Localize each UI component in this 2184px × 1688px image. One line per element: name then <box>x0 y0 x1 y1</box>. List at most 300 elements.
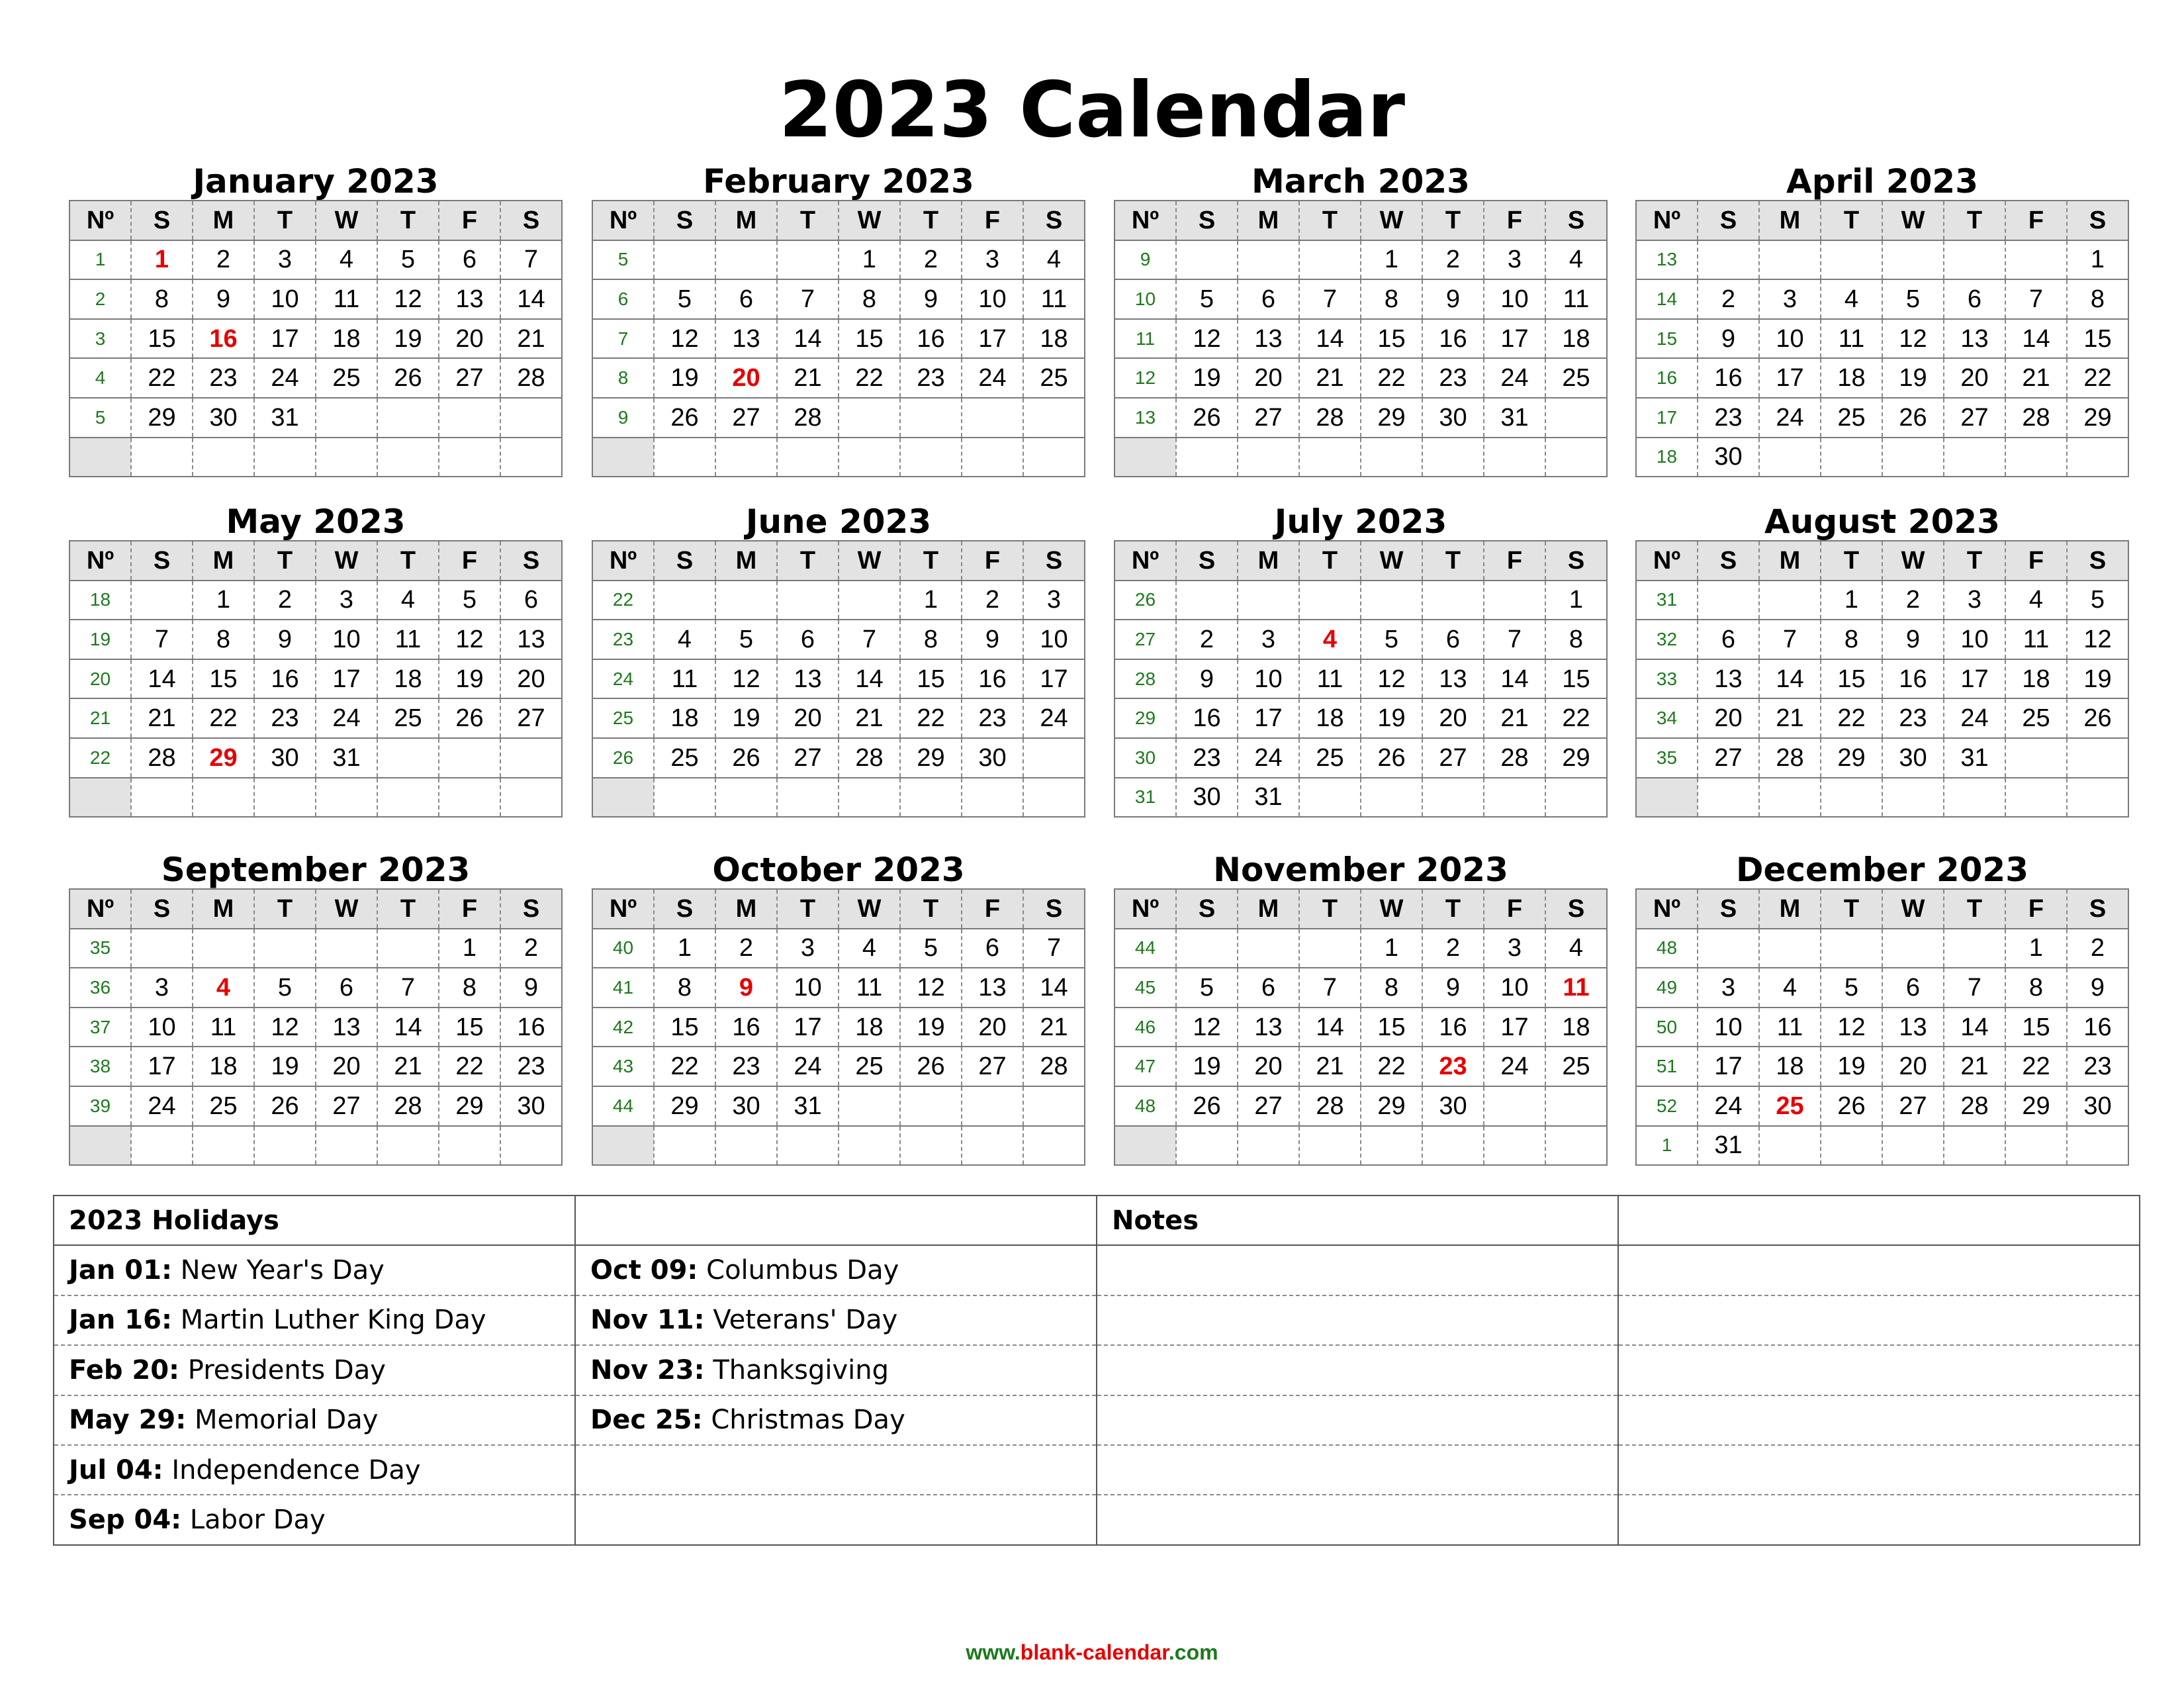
day-cell[interactable]: 11 <box>193 1008 254 1047</box>
day-cell[interactable]: 12 <box>900 968 962 1008</box>
holiday-day-cell[interactable]: 4 <box>193 968 254 1008</box>
day-cell[interactable] <box>777 778 839 818</box>
day-cell[interactable]: 28 <box>500 358 562 398</box>
day-cell[interactable]: 19 <box>2067 659 2128 699</box>
day-cell[interactable] <box>777 1126 839 1166</box>
day-cell[interactable] <box>1821 240 1882 280</box>
day-cell[interactable] <box>1944 778 2005 818</box>
day-cell[interactable]: 15 <box>1821 659 1882 699</box>
day-cell[interactable]: 21 <box>1299 1047 1361 1086</box>
day-cell[interactable]: 10 <box>777 968 839 1008</box>
day-cell[interactable] <box>1361 778 1422 818</box>
day-cell[interactable] <box>777 240 839 280</box>
notes-cell[interactable] <box>1618 1395 2140 1445</box>
day-cell[interactable]: 10 <box>254 279 316 319</box>
day-cell[interactable] <box>777 581 839 620</box>
day-cell[interactable]: 7 <box>500 240 562 280</box>
day-cell[interactable]: 9 <box>2067 968 2128 1008</box>
day-cell[interactable] <box>1545 438 1607 477</box>
day-cell[interactable]: 8 <box>439 968 500 1008</box>
day-cell[interactable]: 12 <box>1176 1008 1238 1047</box>
day-cell[interactable]: 12 <box>1821 1008 1882 1047</box>
day-cell[interactable] <box>654 581 715 620</box>
day-cell[interactable] <box>962 438 1023 477</box>
day-cell[interactable] <box>715 240 777 280</box>
day-cell[interactable]: 6 <box>316 968 377 1008</box>
day-cell[interactable]: 20 <box>1422 698 1484 738</box>
day-cell[interactable] <box>316 1126 377 1166</box>
day-cell[interactable] <box>1238 1126 1299 1166</box>
day-cell[interactable]: 2 <box>1698 279 1759 319</box>
day-cell[interactable]: 11 <box>1545 279 1607 319</box>
day-cell[interactable]: 1 <box>2005 929 2067 968</box>
day-cell[interactable] <box>715 778 777 818</box>
day-cell[interactable]: 13 <box>316 1008 377 1047</box>
day-cell[interactable]: 17 <box>1759 358 1821 398</box>
day-cell[interactable] <box>1176 438 1238 477</box>
day-cell[interactable]: 10 <box>1484 968 1545 1008</box>
day-cell[interactable]: 13 <box>715 319 777 359</box>
day-cell[interactable]: 13 <box>1238 1008 1299 1047</box>
day-cell[interactable]: 23 <box>962 698 1023 738</box>
day-cell[interactable] <box>1422 581 1484 620</box>
day-cell[interactable] <box>193 1126 254 1166</box>
day-cell[interactable] <box>900 1126 962 1166</box>
day-cell[interactable]: 4 <box>316 240 377 280</box>
day-cell[interactable]: 4 <box>839 929 900 968</box>
day-cell[interactable]: 15 <box>654 1008 715 1047</box>
day-cell[interactable]: 30 <box>500 1086 562 1126</box>
day-cell[interactable] <box>1238 929 1299 968</box>
day-cell[interactable]: 6 <box>1944 279 2005 319</box>
day-cell[interactable] <box>1759 929 1821 968</box>
day-cell[interactable]: 27 <box>1882 1086 1944 1126</box>
day-cell[interactable]: 3 <box>1944 581 2005 620</box>
day-cell[interactable]: 25 <box>1299 738 1361 778</box>
day-cell[interactable]: 7 <box>2005 279 2067 319</box>
day-cell[interactable]: 4 <box>1821 279 1882 319</box>
day-cell[interactable] <box>193 929 254 968</box>
day-cell[interactable]: 29 <box>1821 738 1882 778</box>
day-cell[interactable]: 25 <box>316 358 377 398</box>
day-cell[interactable]: 11 <box>377 620 439 659</box>
day-cell[interactable]: 28 <box>1299 1086 1361 1126</box>
day-cell[interactable]: 24 <box>1484 358 1545 398</box>
holiday-day-cell[interactable]: 16 <box>193 319 254 359</box>
day-cell[interactable] <box>1882 929 1944 968</box>
day-cell[interactable]: 10 <box>131 1008 193 1047</box>
day-cell[interactable] <box>131 581 193 620</box>
day-cell[interactable]: 25 <box>1023 358 1085 398</box>
day-cell[interactable]: 15 <box>1545 659 1607 699</box>
day-cell[interactable]: 27 <box>1238 398 1299 438</box>
day-cell[interactable]: 19 <box>715 698 777 738</box>
day-cell[interactable]: 27 <box>962 1047 1023 1086</box>
day-cell[interactable]: 21 <box>1944 1047 2005 1086</box>
day-cell[interactable]: 10 <box>1759 319 1821 359</box>
day-cell[interactable]: 5 <box>1361 620 1422 659</box>
day-cell[interactable]: 18 <box>654 698 715 738</box>
day-cell[interactable]: 17 <box>1484 1008 1545 1047</box>
day-cell[interactable]: 28 <box>131 738 193 778</box>
day-cell[interactable]: 9 <box>1698 319 1759 359</box>
day-cell[interactable] <box>1944 1126 2005 1166</box>
day-cell[interactable]: 19 <box>1821 1047 1882 1086</box>
day-cell[interactable]: 6 <box>1882 968 1944 1008</box>
day-cell[interactable]: 25 <box>1545 358 1607 398</box>
day-cell[interactable]: 21 <box>2005 358 2067 398</box>
day-cell[interactable]: 6 <box>1422 620 1484 659</box>
day-cell[interactable] <box>1545 398 1607 438</box>
day-cell[interactable]: 15 <box>2067 319 2128 359</box>
day-cell[interactable]: 7 <box>131 620 193 659</box>
day-cell[interactable]: 2 <box>1176 620 1238 659</box>
day-cell[interactable] <box>1299 929 1361 968</box>
day-cell[interactable]: 19 <box>1176 1047 1238 1086</box>
day-cell[interactable]: 27 <box>1238 1086 1299 1126</box>
day-cell[interactable]: 20 <box>1238 358 1299 398</box>
day-cell[interactable] <box>900 438 962 477</box>
day-cell[interactable]: 26 <box>1882 398 1944 438</box>
day-cell[interactable] <box>439 738 500 778</box>
day-cell[interactable]: 15 <box>1361 319 1422 359</box>
day-cell[interactable] <box>962 778 1023 818</box>
day-cell[interactable] <box>316 778 377 818</box>
day-cell[interactable] <box>1759 438 1821 477</box>
day-cell[interactable] <box>1023 1086 1085 1126</box>
day-cell[interactable]: 11 <box>316 279 377 319</box>
day-cell[interactable]: 12 <box>1361 659 1422 699</box>
day-cell[interactable]: 7 <box>1023 929 1085 968</box>
day-cell[interactable]: 16 <box>2067 1008 2128 1047</box>
day-cell[interactable]: 5 <box>439 581 500 620</box>
day-cell[interactable]: 18 <box>1299 698 1361 738</box>
day-cell[interactable]: 11 <box>654 659 715 699</box>
day-cell[interactable]: 23 <box>1882 698 1944 738</box>
day-cell[interactable]: 18 <box>1821 358 1882 398</box>
day-cell[interactable]: 13 <box>962 968 1023 1008</box>
day-cell[interactable]: 19 <box>1176 358 1238 398</box>
day-cell[interactable] <box>1484 581 1545 620</box>
day-cell[interactable]: 25 <box>1545 1047 1607 1086</box>
day-cell[interactable] <box>1484 1086 1545 1126</box>
day-cell[interactable] <box>715 581 777 620</box>
day-cell[interactable]: 7 <box>1299 279 1361 319</box>
day-cell[interactable]: 21 <box>131 698 193 738</box>
day-cell[interactable]: 12 <box>254 1008 316 1047</box>
day-cell[interactable]: 15 <box>839 319 900 359</box>
day-cell[interactable]: 16 <box>715 1008 777 1047</box>
day-cell[interactable] <box>1023 398 1085 438</box>
day-cell[interactable] <box>1023 438 1085 477</box>
day-cell[interactable]: 9 <box>1882 620 1944 659</box>
day-cell[interactable] <box>500 438 562 477</box>
day-cell[interactable]: 15 <box>439 1008 500 1047</box>
day-cell[interactable]: 21 <box>1759 698 1821 738</box>
day-cell[interactable]: 1 <box>1361 240 1422 280</box>
day-cell[interactable]: 6 <box>777 620 839 659</box>
day-cell[interactable]: 17 <box>131 1047 193 1086</box>
day-cell[interactable] <box>1361 581 1422 620</box>
day-cell[interactable]: 7 <box>1299 968 1361 1008</box>
day-cell[interactable]: 10 <box>1023 620 1085 659</box>
day-cell[interactable] <box>1299 438 1361 477</box>
day-cell[interactable]: 3 <box>131 968 193 1008</box>
day-cell[interactable] <box>654 438 715 477</box>
day-cell[interactable]: 22 <box>2067 358 2128 398</box>
day-cell[interactable]: 2 <box>254 581 316 620</box>
day-cell[interactable]: 13 <box>1238 319 1299 359</box>
day-cell[interactable]: 24 <box>1238 738 1299 778</box>
day-cell[interactable]: 22 <box>1361 358 1422 398</box>
day-cell[interactable]: 25 <box>193 1086 254 1126</box>
day-cell[interactable]: 28 <box>839 738 900 778</box>
day-cell[interactable]: 31 <box>777 1086 839 1126</box>
notes-cell[interactable] <box>1618 1295 2140 1345</box>
day-cell[interactable]: 9 <box>900 279 962 319</box>
notes-cell[interactable] <box>1097 1495 1618 1544</box>
day-cell[interactable]: 18 <box>1545 1008 1607 1047</box>
day-cell[interactable] <box>1759 240 1821 280</box>
day-cell[interactable]: 24 <box>254 358 316 398</box>
day-cell[interactable]: 2 <box>715 929 777 968</box>
day-cell[interactable]: 25 <box>1821 398 1882 438</box>
day-cell[interactable]: 19 <box>377 319 439 359</box>
day-cell[interactable]: 16 <box>962 659 1023 699</box>
day-cell[interactable]: 26 <box>254 1086 316 1126</box>
day-cell[interactable]: 2 <box>900 240 962 280</box>
day-cell[interactable]: 21 <box>377 1047 439 1086</box>
day-cell[interactable]: 23 <box>500 1047 562 1086</box>
day-cell[interactable] <box>715 438 777 477</box>
day-cell[interactable]: 5 <box>900 929 962 968</box>
day-cell[interactable] <box>1944 240 2005 280</box>
day-cell[interactable]: 24 <box>1484 1047 1545 1086</box>
notes-cell[interactable] <box>1618 1345 2140 1395</box>
day-cell[interactable]: 8 <box>2005 968 2067 1008</box>
day-cell[interactable]: 22 <box>131 358 193 398</box>
day-cell[interactable]: 26 <box>2067 698 2128 738</box>
day-cell[interactable] <box>1238 581 1299 620</box>
day-cell[interactable]: 22 <box>439 1047 500 1086</box>
day-cell[interactable]: 10 <box>1238 659 1299 699</box>
day-cell[interactable] <box>1698 929 1759 968</box>
day-cell[interactable]: 25 <box>2005 698 2067 738</box>
day-cell[interactable]: 20 <box>1944 358 2005 398</box>
day-cell[interactable]: 5 <box>715 620 777 659</box>
day-cell[interactable] <box>439 1126 500 1166</box>
day-cell[interactable]: 12 <box>439 620 500 659</box>
day-cell[interactable]: 30 <box>2067 1086 2128 1126</box>
day-cell[interactable]: 16 <box>900 319 962 359</box>
day-cell[interactable] <box>377 929 439 968</box>
day-cell[interactable]: 14 <box>1299 1008 1361 1047</box>
day-cell[interactable]: 18 <box>1023 319 1085 359</box>
day-cell[interactable] <box>1484 438 1545 477</box>
day-cell[interactable]: 26 <box>900 1047 962 1086</box>
day-cell[interactable]: 23 <box>193 358 254 398</box>
day-cell[interactable] <box>439 438 500 477</box>
day-cell[interactable] <box>131 929 193 968</box>
day-cell[interactable] <box>439 778 500 818</box>
day-cell[interactable]: 25 <box>839 1047 900 1086</box>
holiday-day-cell[interactable]: 4 <box>1299 620 1361 659</box>
day-cell[interactable]: 24 <box>1698 1086 1759 1126</box>
day-cell[interactable]: 7 <box>377 968 439 1008</box>
day-cell[interactable]: 18 <box>1759 1047 1821 1086</box>
day-cell[interactable]: 6 <box>439 240 500 280</box>
day-cell[interactable] <box>1238 438 1299 477</box>
day-cell[interactable]: 31 <box>254 398 316 438</box>
day-cell[interactable]: 2 <box>500 929 562 968</box>
day-cell[interactable]: 12 <box>1176 319 1238 359</box>
day-cell[interactable] <box>377 778 439 818</box>
day-cell[interactable] <box>254 929 316 968</box>
day-cell[interactable]: 24 <box>316 698 377 738</box>
day-cell[interactable]: 30 <box>1422 1086 1484 1126</box>
day-cell[interactable]: 3 <box>1023 581 1085 620</box>
day-cell[interactable]: 31 <box>1484 398 1545 438</box>
day-cell[interactable]: 3 <box>1238 620 1299 659</box>
day-cell[interactable] <box>900 398 962 438</box>
day-cell[interactable] <box>1698 240 1759 280</box>
holiday-day-cell[interactable]: 23 <box>1422 1047 1484 1086</box>
day-cell[interactable]: 6 <box>962 929 1023 968</box>
day-cell[interactable] <box>1299 240 1361 280</box>
day-cell[interactable]: 3 <box>962 240 1023 280</box>
day-cell[interactable]: 13 <box>1698 659 1759 699</box>
day-cell[interactable]: 17 <box>1944 659 2005 699</box>
notes-cell[interactable] <box>1097 1445 1618 1495</box>
day-cell[interactable] <box>1882 1126 1944 1166</box>
day-cell[interactable]: 1 <box>439 929 500 968</box>
day-cell[interactable] <box>1238 240 1299 280</box>
day-cell[interactable] <box>839 778 900 818</box>
day-cell[interactable] <box>1176 240 1238 280</box>
day-cell[interactable]: 18 <box>2005 659 2067 699</box>
day-cell[interactable]: 8 <box>131 279 193 319</box>
day-cell[interactable]: 29 <box>131 398 193 438</box>
day-cell[interactable]: 20 <box>1238 1047 1299 1086</box>
day-cell[interactable]: 20 <box>1882 1047 1944 1086</box>
day-cell[interactable]: 17 <box>254 319 316 359</box>
holiday-day-cell[interactable]: 20 <box>715 358 777 398</box>
day-cell[interactable]: 5 <box>2067 581 2128 620</box>
day-cell[interactable]: 3 <box>254 240 316 280</box>
day-cell[interactable]: 14 <box>2005 319 2067 359</box>
notes-cell[interactable] <box>1097 1245 1618 1295</box>
day-cell[interactable]: 20 <box>439 319 500 359</box>
day-cell[interactable] <box>1176 929 1238 968</box>
day-cell[interactable]: 9 <box>1422 968 1484 1008</box>
day-cell[interactable] <box>254 1126 316 1166</box>
day-cell[interactable]: 1 <box>193 581 254 620</box>
day-cell[interactable]: 20 <box>962 1008 1023 1047</box>
day-cell[interactable] <box>2067 438 2128 477</box>
day-cell[interactable]: 22 <box>193 698 254 738</box>
day-cell[interactable]: 18 <box>1545 319 1607 359</box>
day-cell[interactable]: 6 <box>715 279 777 319</box>
day-cell[interactable]: 7 <box>1944 968 2005 1008</box>
day-cell[interactable]: 29 <box>1361 1086 1422 1126</box>
day-cell[interactable] <box>1944 929 2005 968</box>
day-cell[interactable]: 14 <box>1023 968 1085 1008</box>
day-cell[interactable]: 4 <box>654 620 715 659</box>
day-cell[interactable]: 20 <box>316 1047 377 1086</box>
day-cell[interactable]: 14 <box>377 1008 439 1047</box>
day-cell[interactable]: 5 <box>1882 279 1944 319</box>
day-cell[interactable]: 10 <box>962 279 1023 319</box>
day-cell[interactable]: 16 <box>1698 358 1759 398</box>
day-cell[interactable] <box>654 778 715 818</box>
notes-cell[interactable] <box>1618 1245 2140 1295</box>
day-cell[interactable]: 21 <box>839 698 900 738</box>
day-cell[interactable]: 21 <box>1299 358 1361 398</box>
day-cell[interactable] <box>2005 778 2067 818</box>
day-cell[interactable]: 3 <box>1484 240 1545 280</box>
day-cell[interactable]: 22 <box>839 358 900 398</box>
day-cell[interactable]: 19 <box>1361 698 1422 738</box>
day-cell[interactable]: 28 <box>1944 1086 2005 1126</box>
day-cell[interactable] <box>1759 581 1821 620</box>
day-cell[interactable]: 8 <box>1545 620 1607 659</box>
day-cell[interactable] <box>1176 1126 1238 1166</box>
day-cell[interactable]: 13 <box>500 620 562 659</box>
day-cell[interactable]: 29 <box>2005 1086 2067 1126</box>
day-cell[interactable] <box>1361 1126 1422 1166</box>
day-cell[interactable] <box>2067 1126 2128 1166</box>
day-cell[interactable]: 11 <box>1299 659 1361 699</box>
notes-cell[interactable] <box>1618 1445 2140 1495</box>
holiday-day-cell[interactable]: 29 <box>193 738 254 778</box>
day-cell[interactable] <box>316 929 377 968</box>
day-cell[interactable]: 2 <box>1422 240 1484 280</box>
day-cell[interactable]: 1 <box>1545 581 1607 620</box>
day-cell[interactable] <box>900 778 962 818</box>
day-cell[interactable] <box>839 438 900 477</box>
day-cell[interactable]: 23 <box>1176 738 1238 778</box>
day-cell[interactable] <box>1698 778 1759 818</box>
day-cell[interactable] <box>1484 778 1545 818</box>
day-cell[interactable]: 6 <box>1238 968 1299 1008</box>
day-cell[interactable]: 12 <box>715 659 777 699</box>
day-cell[interactable]: 28 <box>2005 398 2067 438</box>
day-cell[interactable]: 13 <box>1422 659 1484 699</box>
day-cell[interactable]: 11 <box>1759 1008 1821 1047</box>
day-cell[interactable]: 3 <box>1484 929 1545 968</box>
day-cell[interactable] <box>715 1126 777 1166</box>
day-cell[interactable]: 16 <box>1176 698 1238 738</box>
day-cell[interactable]: 23 <box>715 1047 777 1086</box>
day-cell[interactable] <box>2005 1126 2067 1166</box>
day-cell[interactable]: 24 <box>1759 398 1821 438</box>
day-cell[interactable]: 30 <box>1698 438 1759 477</box>
day-cell[interactable]: 17 <box>316 659 377 699</box>
day-cell[interactable]: 9 <box>193 279 254 319</box>
day-cell[interactable] <box>377 738 439 778</box>
day-cell[interactable] <box>131 1126 193 1166</box>
day-cell[interactable]: 15 <box>131 319 193 359</box>
day-cell[interactable] <box>1545 778 1607 818</box>
day-cell[interactable]: 1 <box>900 581 962 620</box>
day-cell[interactable] <box>131 438 193 477</box>
day-cell[interactable]: 28 <box>1484 738 1545 778</box>
day-cell[interactable] <box>500 738 562 778</box>
day-cell[interactable]: 6 <box>1238 279 1299 319</box>
day-cell[interactable]: 31 <box>1238 778 1299 818</box>
day-cell[interactable] <box>1944 438 2005 477</box>
day-cell[interactable]: 31 <box>316 738 377 778</box>
